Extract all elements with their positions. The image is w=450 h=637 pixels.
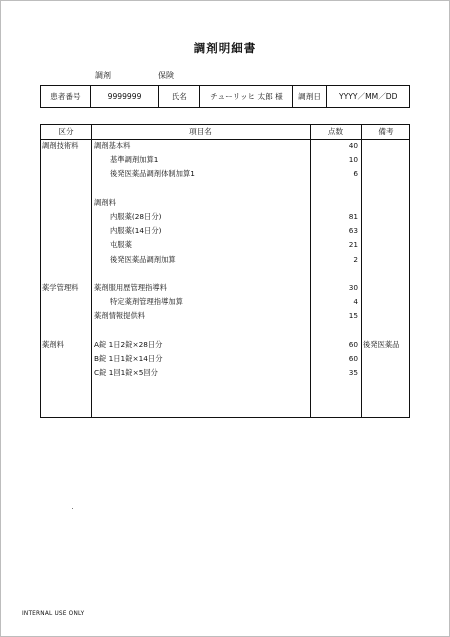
row-points: 60 — [348, 339, 358, 349]
column-divider — [361, 125, 362, 417]
patient-id-label: 患者番号 — [41, 86, 91, 107]
footer-note: INTERNAL USE ONLY — [22, 611, 85, 617]
header-divider — [41, 139, 409, 140]
row-points: 81 — [348, 212, 358, 221]
row-points: 63 — [348, 226, 358, 236]
header-category: 区分 — [58, 127, 74, 136]
subtitle-insurance: 保険 — [158, 71, 174, 80]
subtitle-dispensing: 調剤 — [95, 71, 111, 80]
row-remarks: 後発医薬品 — [363, 339, 400, 349]
row-item: 調剤料 — [94, 197, 116, 207]
row-category: 薬剤料 — [42, 339, 64, 349]
patient-info-box — [40, 85, 410, 108]
detail-table — [40, 124, 410, 418]
row-points: 10 — [348, 155, 358, 165]
row-item: 屯服薬 — [110, 240, 132, 250]
row-item: 調剤基本料 — [94, 141, 131, 150]
document-title: 調剤明細書 — [193, 41, 257, 55]
dispensing-date-value: YYYY／MM／DD — [338, 92, 398, 101]
row-item: 薬剤服用歴管理指導料 — [94, 283, 167, 292]
stray-mark — [72, 508, 73, 509]
row-item: A錠 1日2錠×28日分 — [94, 339, 163, 349]
row-item: 特定薬剤管理指導加算 — [110, 297, 183, 307]
row-points: 2 — [353, 254, 358, 264]
row-item: 内服薬(14日分) — [110, 226, 162, 236]
header-item: 項目名 — [189, 127, 212, 136]
column-divider — [91, 125, 92, 417]
row-points: 4 — [353, 297, 358, 307]
header-remarks: 備考 — [378, 127, 394, 136]
row-category: 薬学管理料 — [42, 283, 79, 292]
row-item: 内服薬(28日分) — [110, 212, 162, 221]
row-item: 後発医薬品調剤加算 — [110, 254, 176, 264]
row-points: 40 — [348, 141, 358, 150]
row-item: 薬剤情報提供料 — [94, 311, 146, 321]
row-points: 15 — [348, 311, 358, 321]
row-item: 基準調剤加算1 — [110, 155, 159, 165]
row-item: C錠 1回1錠×5回分 — [94, 368, 158, 378]
row-points: 21 — [348, 240, 358, 250]
row-points: 6 — [353, 169, 358, 179]
header-points: 点数 — [327, 127, 344, 136]
row-item: B錠 1日1錠×14日分 — [94, 354, 163, 363]
row-item: 後発医薬品調剤体制加算1 — [110, 169, 195, 179]
row-points: 35 — [348, 368, 358, 378]
patient-name-label: 氏名 — [159, 86, 200, 107]
row-category: 調剤技術料 — [42, 141, 79, 150]
patient-name-value: チューリッヒ 太郎 様 — [200, 86, 293, 107]
row-points: 30 — [348, 283, 358, 292]
patient-id-value: 9999999 — [91, 86, 160, 107]
dispensing-date-label: 調剤日 — [293, 86, 328, 107]
row-points: 60 — [348, 354, 358, 363]
